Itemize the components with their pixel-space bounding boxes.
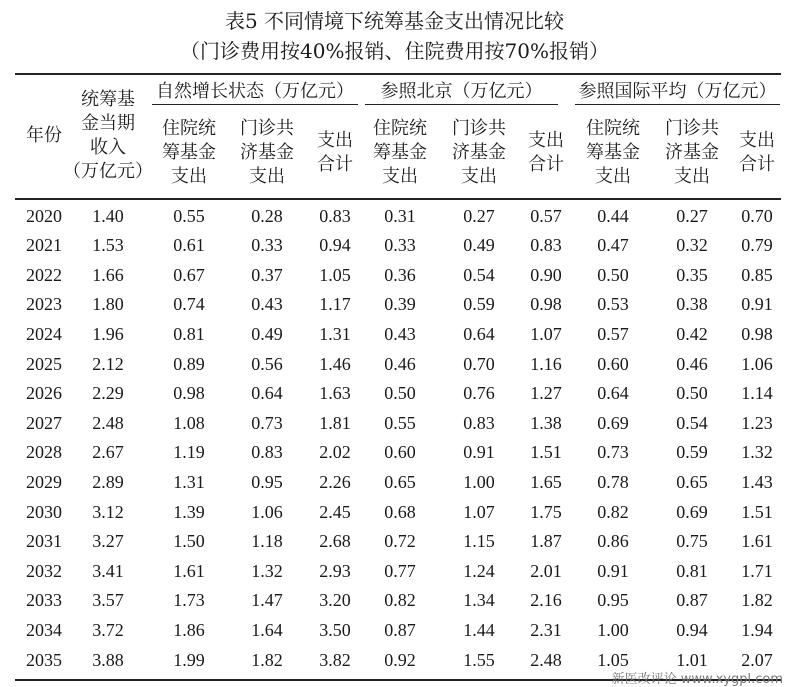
value-cell: 0.28 xyxy=(251,205,283,226)
value-cell: 0.43 xyxy=(384,323,416,344)
value-cell: 0.94 xyxy=(676,619,708,640)
group-header: 参照国际平均（万亿元） xyxy=(578,81,777,102)
value-cell: 0.90 xyxy=(530,264,562,285)
header-line: 济基金 xyxy=(452,142,506,163)
value-cell: 0.94 xyxy=(319,235,351,256)
value-cell: 0.87 xyxy=(676,590,708,611)
value-cell: 1.71 xyxy=(741,560,773,581)
value-cell: 1.05 xyxy=(597,649,629,670)
value-cell: 1.39 xyxy=(173,501,205,522)
value-cell: 1.75 xyxy=(530,501,562,522)
watermark: 新医改评论 www.xygpl.com xyxy=(611,672,783,687)
value-cell: 0.91 xyxy=(741,294,773,315)
value-cell: 1.63 xyxy=(319,383,351,404)
value-cell: 0.38 xyxy=(676,294,708,315)
value-cell: 0.98 xyxy=(173,383,205,404)
value-cell: 0.69 xyxy=(676,501,708,522)
header-line: （万亿元） xyxy=(63,161,153,182)
header-line: 筹基金 xyxy=(162,142,216,163)
value-cell: 0.61 xyxy=(173,235,205,256)
header-rule xyxy=(15,198,781,200)
value-cell: 0.78 xyxy=(597,471,629,492)
value-cell: 0.46 xyxy=(676,353,708,374)
value-cell: 2.48 xyxy=(530,649,562,670)
value-cell: 0.65 xyxy=(384,471,416,492)
value-cell: 0.50 xyxy=(384,383,416,404)
value-cell: 1.15 xyxy=(463,531,495,552)
value-cell: 1.32 xyxy=(251,560,283,581)
value-cell: 1.18 xyxy=(251,531,283,552)
value-cell: 1.96 xyxy=(92,323,124,344)
value-cell: 1.87 xyxy=(530,531,562,552)
value-cell: 0.83 xyxy=(319,205,351,226)
value-cell: 0.89 xyxy=(173,353,205,374)
value-cell: 1.94 xyxy=(741,619,773,640)
value-cell: 0.81 xyxy=(173,323,205,344)
value-cell: 0.64 xyxy=(597,383,629,404)
value-cell: 3.57 xyxy=(92,590,124,611)
value-cell: 0.67 xyxy=(173,264,205,285)
value-cell: 1.08 xyxy=(173,412,205,433)
value-cell: 2.01 xyxy=(530,560,562,581)
value-cell: 1.34 xyxy=(463,590,495,611)
year-cell: 2030 xyxy=(26,501,62,522)
header-line: 济基金 xyxy=(240,142,294,163)
header-line: 收入 xyxy=(90,137,126,158)
value-cell: 1.24 xyxy=(463,560,495,581)
value-cell: 1.44 xyxy=(463,619,495,640)
value-cell: 2.67 xyxy=(92,442,124,463)
value-cell: 0.49 xyxy=(251,323,283,344)
value-cell: 1.55 xyxy=(463,649,495,670)
value-cell: 0.49 xyxy=(463,235,495,256)
value-cell: 1.50 xyxy=(173,531,205,552)
value-cell: 2.07 xyxy=(741,649,773,670)
value-cell: 1.23 xyxy=(741,412,773,433)
value-cell: 0.50 xyxy=(676,383,708,404)
value-cell: 3.72 xyxy=(92,619,124,640)
column-header xyxy=(729,112,785,194)
header-line: 支出 xyxy=(317,130,353,151)
value-cell: 0.76 xyxy=(463,383,495,404)
value-cell: 0.59 xyxy=(676,442,708,463)
year-cell: 2027 xyxy=(26,412,62,433)
value-cell: 1.73 xyxy=(173,590,205,611)
value-cell: 0.87 xyxy=(384,619,416,640)
header-line: 支出 xyxy=(461,166,497,187)
value-cell: 0.50 xyxy=(597,264,629,285)
column-header xyxy=(151,112,227,194)
header-line: 统筹基 xyxy=(81,89,135,110)
header-line: 济基金 xyxy=(665,142,719,163)
value-cell: 2.68 xyxy=(319,531,351,552)
value-cell: 0.64 xyxy=(463,323,495,344)
value-cell: 0.73 xyxy=(597,442,629,463)
value-cell: 0.27 xyxy=(463,205,495,226)
value-cell: 0.46 xyxy=(384,353,416,374)
header-line: 住院统 xyxy=(373,118,427,139)
header-line: 年份 xyxy=(26,125,62,146)
header-line: 支出 xyxy=(528,130,564,151)
header-line: 金当期 xyxy=(81,113,135,134)
value-cell: 0.35 xyxy=(676,264,708,285)
value-cell: 2.89 xyxy=(92,471,124,492)
value-cell: 0.85 xyxy=(741,264,773,285)
value-cell: 1.32 xyxy=(741,442,773,463)
header-line: 住院统 xyxy=(162,118,216,139)
value-cell: 0.64 xyxy=(251,383,283,404)
year-cell: 2021 xyxy=(26,235,62,256)
value-cell: 1.01 xyxy=(676,649,708,670)
value-cell: 1.06 xyxy=(251,501,283,522)
header-line: 合计 xyxy=(739,154,775,175)
value-cell: 0.77 xyxy=(384,560,416,581)
header-line: 门诊共 xyxy=(240,118,294,139)
value-cell: 1.64 xyxy=(251,619,283,640)
value-cell: 1.86 xyxy=(173,619,205,640)
header-line: 门诊共 xyxy=(452,118,506,139)
value-cell: 0.70 xyxy=(741,205,773,226)
value-cell: 1.31 xyxy=(319,323,351,344)
value-cell: 0.82 xyxy=(597,501,629,522)
value-cell: 0.33 xyxy=(251,235,283,256)
value-cell: 0.83 xyxy=(251,442,283,463)
value-cell: 1.00 xyxy=(463,471,495,492)
value-cell: 1.38 xyxy=(530,412,562,433)
value-cell: 1.82 xyxy=(251,649,283,670)
value-cell: 0.82 xyxy=(384,590,416,611)
header-line: 支出 xyxy=(171,166,207,187)
value-cell: 1.53 xyxy=(92,235,124,256)
value-cell: 0.56 xyxy=(251,353,283,374)
value-cell: 2.45 xyxy=(319,501,351,522)
year-cell: 2025 xyxy=(26,353,62,374)
header-line: 支出 xyxy=(382,166,418,187)
value-cell: 1.61 xyxy=(741,531,773,552)
year-cell: 2029 xyxy=(26,471,62,492)
value-cell: 0.68 xyxy=(384,501,416,522)
year-cell: 2035 xyxy=(26,649,62,670)
value-cell: 0.32 xyxy=(676,235,708,256)
column-header xyxy=(441,112,517,194)
year-cell: 2031 xyxy=(26,531,62,552)
value-cell: 0.91 xyxy=(597,560,629,581)
year-cell: 2028 xyxy=(26,442,62,463)
value-cell: 0.86 xyxy=(597,531,629,552)
value-cell: 0.83 xyxy=(530,235,562,256)
value-cell: 1.51 xyxy=(530,442,562,463)
value-cell: 0.72 xyxy=(384,531,416,552)
header-line: 支出 xyxy=(739,130,775,151)
header-line: 合计 xyxy=(528,154,564,175)
value-cell: 0.60 xyxy=(384,442,416,463)
value-cell: 3.41 xyxy=(92,560,124,581)
value-cell: 3.27 xyxy=(92,531,124,552)
column-header xyxy=(518,112,574,194)
value-cell: 0.43 xyxy=(251,294,283,315)
value-cell: 0.95 xyxy=(597,590,629,611)
value-cell: 1.27 xyxy=(530,383,562,404)
value-cell: 0.27 xyxy=(676,205,708,226)
value-cell: 0.33 xyxy=(384,235,416,256)
value-cell: 1.07 xyxy=(530,323,562,344)
value-cell: 0.75 xyxy=(676,531,708,552)
value-cell: 0.98 xyxy=(741,323,773,344)
value-cell: 0.73 xyxy=(251,412,283,433)
value-cell: 1.46 xyxy=(319,353,351,374)
value-cell: 3.20 xyxy=(319,590,351,611)
header-line: 筹基金 xyxy=(586,142,640,163)
table-title: 表5 不同情境下统筹基金支出情况比较 xyxy=(224,9,565,33)
value-cell: 0.60 xyxy=(597,353,629,374)
value-cell: 1.65 xyxy=(530,471,562,492)
income-header xyxy=(63,80,153,192)
value-cell: 1.16 xyxy=(530,353,562,374)
value-cell: 1.61 xyxy=(173,560,205,581)
value-cell: 1.40 xyxy=(92,205,124,226)
year-cell: 2032 xyxy=(26,560,62,581)
value-cell: 0.54 xyxy=(676,412,708,433)
value-cell: 0.31 xyxy=(384,205,416,226)
value-cell: 1.31 xyxy=(173,471,205,492)
value-cell: 0.92 xyxy=(384,649,416,670)
table-subtitle: （门诊费用按40%报销、住院费用按70%报销） xyxy=(180,39,609,63)
value-cell: 1.47 xyxy=(251,590,283,611)
value-cell: 0.57 xyxy=(530,205,562,226)
header-line: 合计 xyxy=(317,154,353,175)
year-cell: 2033 xyxy=(26,590,62,611)
header-line: 筹基金 xyxy=(373,142,427,163)
column-header xyxy=(654,112,730,194)
value-cell: 1.14 xyxy=(741,383,773,404)
value-cell: 0.55 xyxy=(173,205,205,226)
value-cell: 1.80 xyxy=(92,294,124,315)
value-cell: 0.74 xyxy=(173,294,205,315)
column-header xyxy=(229,112,305,194)
value-cell: 2.93 xyxy=(319,560,351,581)
value-cell: 0.55 xyxy=(384,412,416,433)
year-cell: 2023 xyxy=(26,294,62,315)
year-cell: 2026 xyxy=(26,383,62,404)
header-line: 支出 xyxy=(595,166,631,187)
value-cell: 1.07 xyxy=(463,501,495,522)
value-cell: 0.81 xyxy=(676,560,708,581)
value-cell: 0.53 xyxy=(597,294,629,315)
value-cell: 1.82 xyxy=(741,590,773,611)
value-cell: 0.59 xyxy=(463,294,495,315)
header-line: 支出 xyxy=(674,166,710,187)
value-cell: 0.65 xyxy=(676,471,708,492)
value-cell: 3.50 xyxy=(319,619,351,640)
value-cell: 0.83 xyxy=(463,412,495,433)
value-cell: 2.02 xyxy=(319,442,351,463)
value-cell: 0.69 xyxy=(597,412,629,433)
value-cell: 1.66 xyxy=(92,264,124,285)
value-cell: 1.43 xyxy=(741,471,773,492)
value-cell: 0.39 xyxy=(384,294,416,315)
year-cell: 2022 xyxy=(26,264,62,285)
value-cell: 0.44 xyxy=(597,205,629,226)
year-cell: 2024 xyxy=(26,323,62,344)
year-cell: 2020 xyxy=(26,205,62,226)
header-line: 支出 xyxy=(249,166,285,187)
column-header xyxy=(307,112,363,194)
value-cell: 0.98 xyxy=(530,294,562,315)
value-cell: 1.05 xyxy=(319,264,351,285)
column-header xyxy=(362,112,438,194)
value-cell: 0.37 xyxy=(251,264,283,285)
value-cell: 0.70 xyxy=(463,353,495,374)
value-cell: 2.31 xyxy=(530,619,562,640)
value-cell: 0.95 xyxy=(251,471,283,492)
value-cell: 2.12 xyxy=(92,353,124,374)
value-cell: 1.51 xyxy=(741,501,773,522)
value-cell: 0.47 xyxy=(597,235,629,256)
value-cell: 0.91 xyxy=(463,442,495,463)
value-cell: 3.88 xyxy=(92,649,124,670)
value-cell: 2.48 xyxy=(92,412,124,433)
value-cell: 1.81 xyxy=(319,412,351,433)
header-line: 门诊共 xyxy=(665,118,719,139)
value-cell: 0.54 xyxy=(463,264,495,285)
value-cell: 3.12 xyxy=(92,501,124,522)
value-cell: 1.17 xyxy=(319,294,351,315)
group-header: 自然增长状态（万亿元） xyxy=(156,81,354,102)
column-header xyxy=(575,112,651,194)
value-cell: 0.79 xyxy=(741,235,773,256)
value-cell: 2.29 xyxy=(92,383,124,404)
value-cell: 2.26 xyxy=(319,471,351,492)
value-cell: 0.57 xyxy=(597,323,629,344)
header-line: 住院统 xyxy=(586,118,640,139)
value-cell: 3.82 xyxy=(319,649,351,670)
value-cell: 0.42 xyxy=(676,323,708,344)
year-cell: 2034 xyxy=(26,619,62,640)
value-cell: 2.16 xyxy=(530,590,562,611)
value-cell: 0.36 xyxy=(384,264,416,285)
value-cell: 1.19 xyxy=(173,442,205,463)
value-cell: 1.00 xyxy=(597,619,629,640)
value-cell: 1.99 xyxy=(173,649,205,670)
group-header: 参照北京（万亿元） xyxy=(380,81,543,102)
value-cell: 1.06 xyxy=(741,353,773,374)
